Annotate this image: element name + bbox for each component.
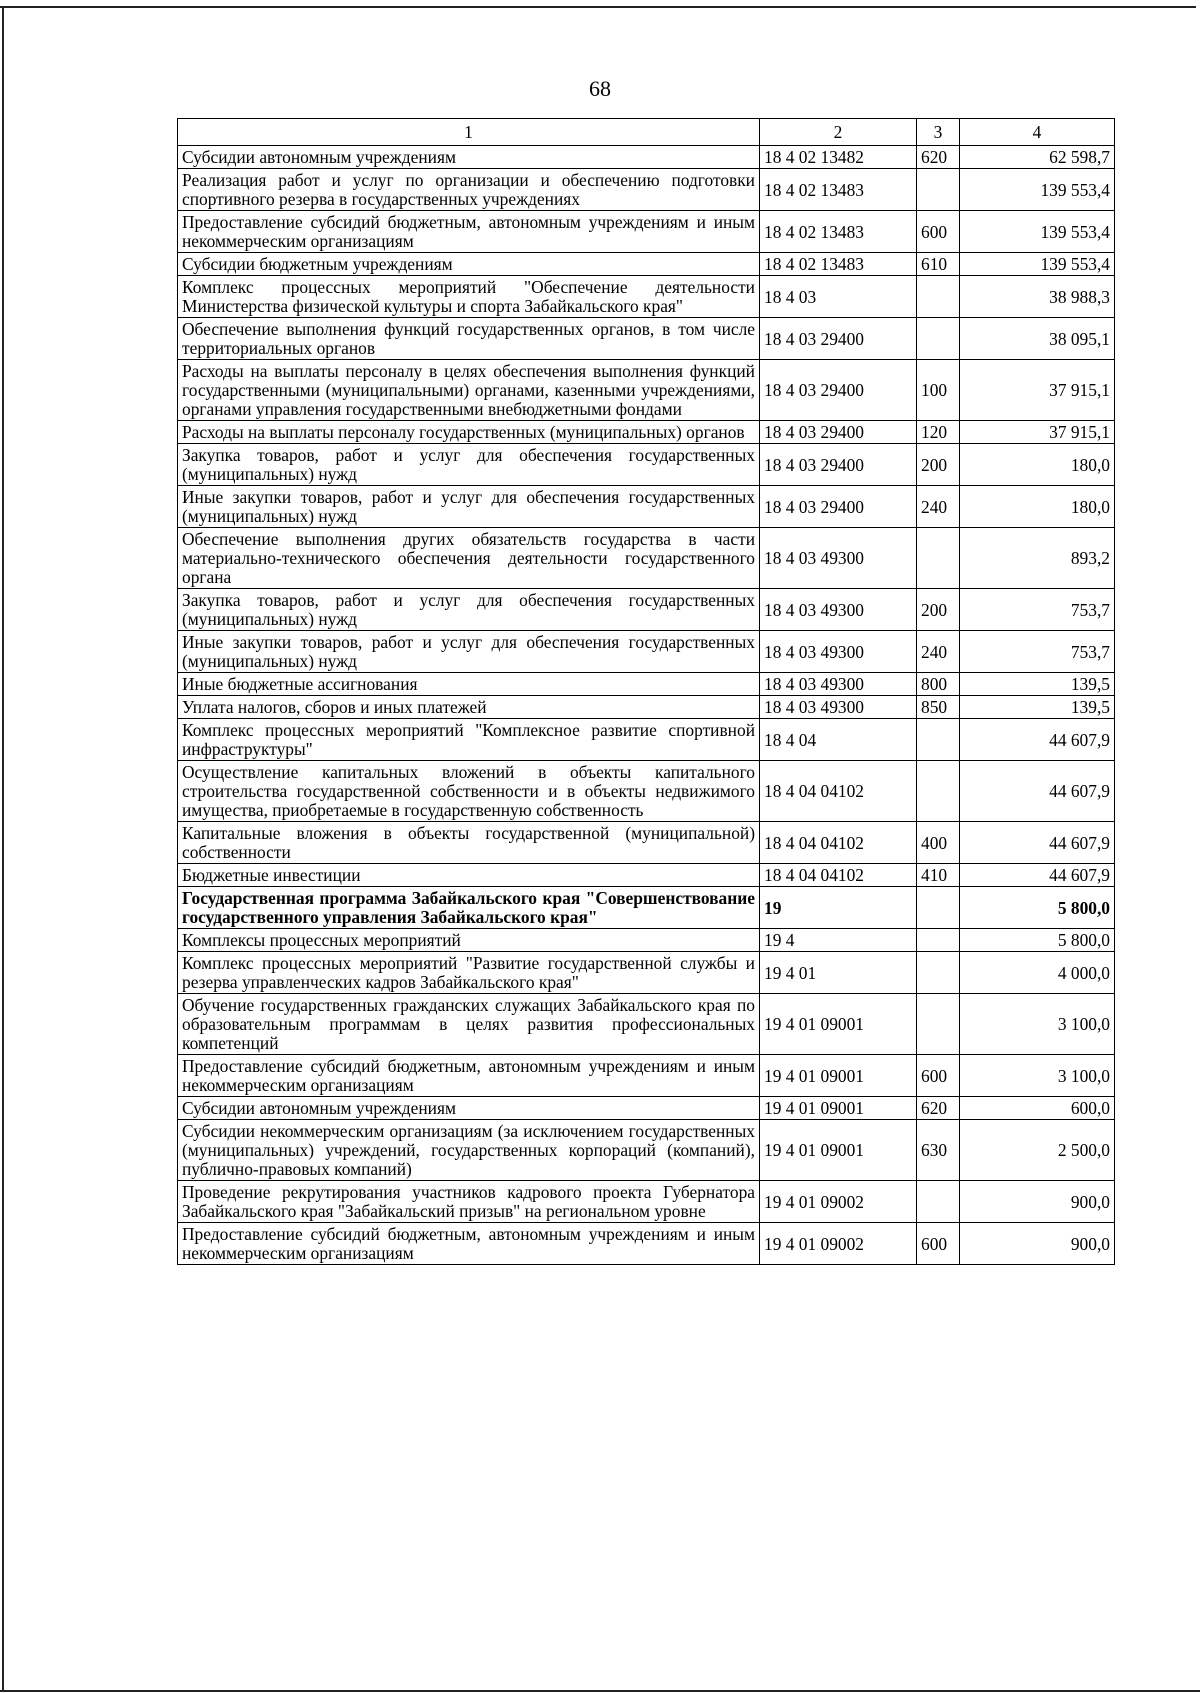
- row-name-cell: Иные закупки товаров, работ и услуг для обеспечения государственных (муниципальных) нужд: [178, 631, 760, 673]
- table-row: [178, 486, 1115, 528]
- table-row: [178, 318, 1115, 360]
- row-type-cell: [917, 719, 960, 761]
- row-name-cell: Уплата налогов, сборов и иных платежей: [178, 696, 760, 719]
- row-amount-cell: 4 000,0: [960, 952, 1115, 994]
- table-row: [178, 1120, 1115, 1181]
- table-row: [178, 1223, 1115, 1265]
- table-row: [178, 589, 1115, 631]
- row-code-cell: 18 4 04 04102: [760, 761, 917, 822]
- row-code-cell: 18 4 03 29400: [760, 421, 917, 444]
- row-code-cell: 18 4 03 29400: [760, 318, 917, 360]
- row-code-cell: 19 4 01: [760, 952, 917, 994]
- row-name-cell: Расходы на выплаты персоналу государственных (муниципальных) органов: [178, 421, 760, 444]
- row-type-cell: [917, 761, 960, 822]
- row-amount-cell: 44 607,9: [960, 719, 1115, 761]
- table-row: [178, 253, 1115, 276]
- table-row: [178, 887, 1115, 929]
- row-name-cell: Проведение рекрутирования участников кадрового проекта Губернатора Забайкальского края "Забайкальский призыв" на региональном уровне: [178, 1181, 760, 1223]
- table-row: [178, 631, 1115, 673]
- row-type-cell: [917, 929, 960, 952]
- row-type-cell: 620: [917, 146, 960, 169]
- row-code-cell: 18 4 04 04102: [760, 822, 917, 864]
- table-row: [178, 276, 1115, 318]
- row-name-cell: Комплекс процессных мероприятий "Развитие государственной службы и резерва управленческих кадров Забайкальского края": [178, 952, 760, 994]
- row-type-cell: 630: [917, 1120, 960, 1181]
- row-name-cell: Субсидии бюджетным учреждениям: [178, 253, 760, 276]
- row-code-cell: 18 4 02 13483: [760, 169, 917, 211]
- row-type-cell: 600: [917, 211, 960, 253]
- page-number: 68: [589, 76, 611, 101]
- scan-border-left: [2, 6, 4, 1690]
- row-name-cell: Бюджетные инвестиции: [178, 864, 760, 887]
- row-type-cell: 800: [917, 673, 960, 696]
- table-row: [178, 528, 1115, 589]
- table-row: [178, 421, 1115, 444]
- table-row: [178, 719, 1115, 761]
- row-amount-cell: 139,5: [960, 696, 1115, 719]
- row-type-cell: [917, 528, 960, 589]
- table-body: [178, 146, 1115, 1265]
- row-name-cell: Обеспечение выполнения функций государственных органов, в том числе территориальных органов: [178, 318, 760, 360]
- row-amount-cell: 3 100,0: [960, 994, 1115, 1055]
- table-row: [178, 696, 1115, 719]
- row-type-cell: 400: [917, 822, 960, 864]
- row-type-cell: [917, 276, 960, 318]
- row-code-cell: 18 4 03 29400: [760, 360, 917, 421]
- row-type-cell: 410: [917, 864, 960, 887]
- row-name-cell: Субсидии автономным учреждениям: [178, 1097, 760, 1120]
- row-code-cell: 18 4 03 49300: [760, 673, 917, 696]
- row-amount-cell: 893,2: [960, 528, 1115, 589]
- row-amount-cell: 38 988,3: [960, 276, 1115, 318]
- row-name-cell: Реализация работ и услуг по организации и обеспечению подготовки спортивного резерва в государственных учреждениях: [178, 169, 760, 211]
- row-type-cell: 240: [917, 631, 960, 673]
- column-header-amount: 4: [960, 119, 1115, 146]
- row-amount-cell: 139 553,4: [960, 253, 1115, 276]
- row-amount-cell: 37 915,1: [960, 421, 1115, 444]
- row-code-cell: 18 4 03 49300: [760, 589, 917, 631]
- row-type-cell: 200: [917, 589, 960, 631]
- table-row: [178, 444, 1115, 486]
- row-amount-cell: 44 607,9: [960, 822, 1115, 864]
- table-row: [178, 761, 1115, 822]
- row-name-cell: Предоставление субсидий бюджетным, автономным учреждениям и иным некоммерческим организациям: [178, 1055, 760, 1097]
- row-name-cell: Закупка товаров, работ и услуг для обеспечения государственных (муниципальных) нужд: [178, 589, 760, 631]
- row-code-cell: 18 4 03 29400: [760, 486, 917, 528]
- row-code-cell: 18 4 03 49300: [760, 631, 917, 673]
- row-code-cell: 19 4 01 09001: [760, 994, 917, 1055]
- row-amount-cell: 5 800,0: [960, 887, 1115, 929]
- row-amount-cell: 5 800,0: [960, 929, 1115, 952]
- row-name-cell: Комплекс процессных мероприятий "Обеспечение деятельности Министерства физической культуры и спорта Забайкальского края": [178, 276, 760, 318]
- row-name-cell: Субсидии автономным учреждениям: [178, 146, 760, 169]
- table-header-row: [178, 119, 1115, 146]
- table-row: [178, 1181, 1115, 1223]
- row-type-cell: [917, 169, 960, 211]
- row-code-cell: 18 4 02 13482: [760, 146, 917, 169]
- table-row: [178, 929, 1115, 952]
- row-amount-cell: 180,0: [960, 444, 1115, 486]
- row-type-cell: 600: [917, 1223, 960, 1265]
- row-name-cell: Обучение государственных гражданских служащих Забайкальского края по образовательным программам в целях развития профессиональных компетенций: [178, 994, 760, 1055]
- row-name-cell: Иные бюджетные ассигнования: [178, 673, 760, 696]
- row-name-cell: Комплексы процессных мероприятий: [178, 929, 760, 952]
- row-type-cell: 600: [917, 1055, 960, 1097]
- row-code-cell: 18 4 02 13483: [760, 253, 917, 276]
- row-amount-cell: 44 607,9: [960, 761, 1115, 822]
- table-row: [178, 146, 1115, 169]
- row-code-cell: 19 4: [760, 929, 917, 952]
- row-code-cell: 18 4 03: [760, 276, 917, 318]
- row-amount-cell: 139 553,4: [960, 211, 1115, 253]
- table-row: [178, 169, 1115, 211]
- row-code-cell: 18 4 03 29400: [760, 444, 917, 486]
- column-header-type: 3: [917, 119, 960, 146]
- row-code-cell: 18 4 04 04102: [760, 864, 917, 887]
- row-name-cell: Предоставление субсидий бюджетным, автономным учреждениям и иным некоммерческим организациям: [178, 211, 760, 253]
- table-row: [178, 1097, 1115, 1120]
- row-name-cell: Обеспечение выполнения других обязательств государства в части материально-технического обеспечения деятельности государственного органа: [178, 528, 760, 589]
- row-type-cell: 850: [917, 696, 960, 719]
- row-code-cell: 18 4 03 49300: [760, 528, 917, 589]
- row-amount-cell: 62 598,7: [960, 146, 1115, 169]
- row-type-cell: 240: [917, 486, 960, 528]
- row-name-cell: Расходы на выплаты персоналу в целях обеспечения выполнения функций государственными (муниципальными) органами, казенными учреждениями, органами управления государственными внебюджетными фондами: [178, 360, 760, 421]
- row-code-cell: 19 4 01 09001: [760, 1120, 917, 1181]
- column-header-code: 2: [760, 119, 917, 146]
- row-type-cell: 120: [917, 421, 960, 444]
- row-type-cell: [917, 952, 960, 994]
- table-row: [178, 952, 1115, 994]
- row-name-cell: Субсидии некоммерческим организациям (за исключением государственных (муниципальных) учреждений, государственных корпораций (компаний), публично-правовых компаний): [178, 1120, 760, 1181]
- row-amount-cell: 900,0: [960, 1181, 1115, 1223]
- row-name-cell: Предоставление субсидий бюджетным, автономным учреждениям и иным некоммерческим организациям: [178, 1223, 760, 1265]
- budget-table: [177, 118, 1115, 1265]
- row-code-cell: 19: [760, 887, 917, 929]
- row-type-cell: 100: [917, 360, 960, 421]
- row-amount-cell: 38 095,1: [960, 318, 1115, 360]
- row-code-cell: 18 4 02 13483: [760, 211, 917, 253]
- row-name-cell: Капитальные вложения в объекты государственной (муниципальной) собственности: [178, 822, 760, 864]
- row-amount-cell: 753,7: [960, 589, 1115, 631]
- scan-border-bottom: [0, 1690, 1200, 1692]
- row-name-cell: Иные закупки товаров, работ и услуг для обеспечения государственных (муниципальных) нужд: [178, 486, 760, 528]
- row-amount-cell: 139 553,4: [960, 169, 1115, 211]
- row-type-cell: [917, 887, 960, 929]
- row-amount-cell: 44 607,9: [960, 864, 1115, 887]
- row-name-cell: Закупка товаров, работ и услуг для обеспечения государственных (муниципальных) нужд: [178, 444, 760, 486]
- row-amount-cell: 3 100,0: [960, 1055, 1115, 1097]
- column-header-name: 1: [178, 119, 760, 146]
- row-name-cell: Государственная программа Забайкальского края "Совершенствование государственного управления Забайкальского края": [178, 887, 760, 929]
- row-code-cell: 19 4 01 09002: [760, 1223, 917, 1265]
- row-amount-cell: 900,0: [960, 1223, 1115, 1265]
- table-row: [178, 360, 1115, 421]
- row-amount-cell: 753,7: [960, 631, 1115, 673]
- row-code-cell: 19 4 01 09001: [760, 1055, 917, 1097]
- table-row: [178, 864, 1115, 887]
- row-code-cell: 18 4 03 49300: [760, 696, 917, 719]
- row-code-cell: 18 4 04: [760, 719, 917, 761]
- table-row: [178, 822, 1115, 864]
- table-row: [178, 211, 1115, 253]
- row-type-cell: [917, 994, 960, 1055]
- row-amount-cell: 600,0: [960, 1097, 1115, 1120]
- row-name-cell: Осуществление капитальных вложений в объекты капитального строительства государственной собственности и в объекты недвижимого имущества, приобретаемые в государственную собственность: [178, 761, 760, 822]
- row-code-cell: 19 4 01 09001: [760, 1097, 917, 1120]
- table-row: [178, 1055, 1115, 1097]
- table-row: [178, 994, 1115, 1055]
- row-type-cell: [917, 1181, 960, 1223]
- row-type-cell: 200: [917, 444, 960, 486]
- table-row: [178, 673, 1115, 696]
- row-amount-cell: 139,5: [960, 673, 1115, 696]
- row-name-cell: Комплекс процессных мероприятий "Комплексное развитие спортивной инфраструктуры": [178, 719, 760, 761]
- row-amount-cell: 2 500,0: [960, 1120, 1115, 1181]
- row-type-cell: 620: [917, 1097, 960, 1120]
- scan-border-top: [0, 6, 1196, 8]
- row-type-cell: [917, 318, 960, 360]
- row-code-cell: 19 4 01 09002: [760, 1181, 917, 1223]
- row-type-cell: 610: [917, 253, 960, 276]
- row-amount-cell: 180,0: [960, 486, 1115, 528]
- row-amount-cell: 37 915,1: [960, 360, 1115, 421]
